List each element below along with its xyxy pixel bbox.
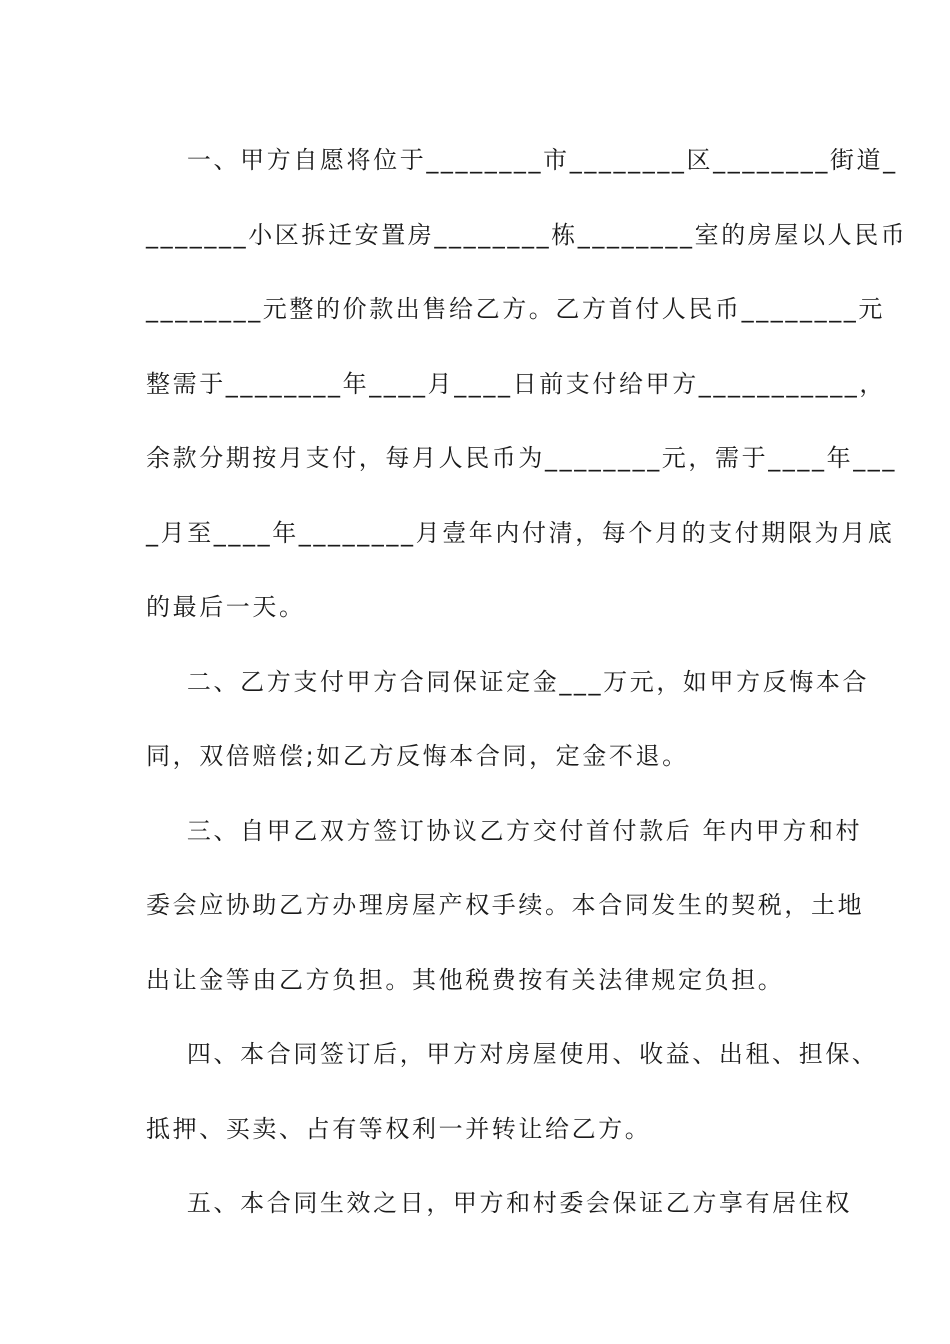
text-line: 抵押、买卖、占有等权利一并转让给乙方。	[146, 1114, 652, 1143]
text-line: 五、本合同生效之日，甲方和村委会保证乙方享有居住权	[146, 1189, 852, 1217]
text-line: 三、自甲乙双方签订协议乙方交付首付款后 年内甲方和村	[146, 816, 863, 845]
text-line: 二、乙方支付甲方合同保证定金___万元，如甲方反悔本合	[146, 667, 870, 696]
text-line: 一、甲方自愿将位于________市________区________街道_	[146, 146, 898, 174]
text-line: _月至____年________月壹年内付清，每个月的支付期限为月底	[146, 518, 895, 547]
text-line: ________元整的价款出售给乙方。乙方首付人民币________元	[146, 295, 885, 323]
contract-body	[146, 123, 908, 1241]
text-line: 同，双倍赔偿;如乙方反悔本合同，定金不退。	[146, 742, 689, 770]
text-line: _______小区拆迁安置房________栋________室的房屋以人民币	[146, 220, 908, 249]
text-line: 委会应协助乙方办理房屋产权手续。本合同发生的契税，土地	[146, 891, 865, 919]
text-line: 余款分期按月支付，每月人民币为________元，需于____年___	[146, 444, 897, 472]
text-line: 出让金等由乙方负担。其他税费按有关法律规定负担。	[146, 965, 785, 994]
text-line: 的最后一天。	[146, 593, 306, 621]
text-line: 整需于________年____月____日前支付给甲方___________，	[146, 369, 886, 398]
text-line: 四、本合同签订后，甲方对房屋使用、收益、出租、担保、	[146, 1040, 879, 1068]
